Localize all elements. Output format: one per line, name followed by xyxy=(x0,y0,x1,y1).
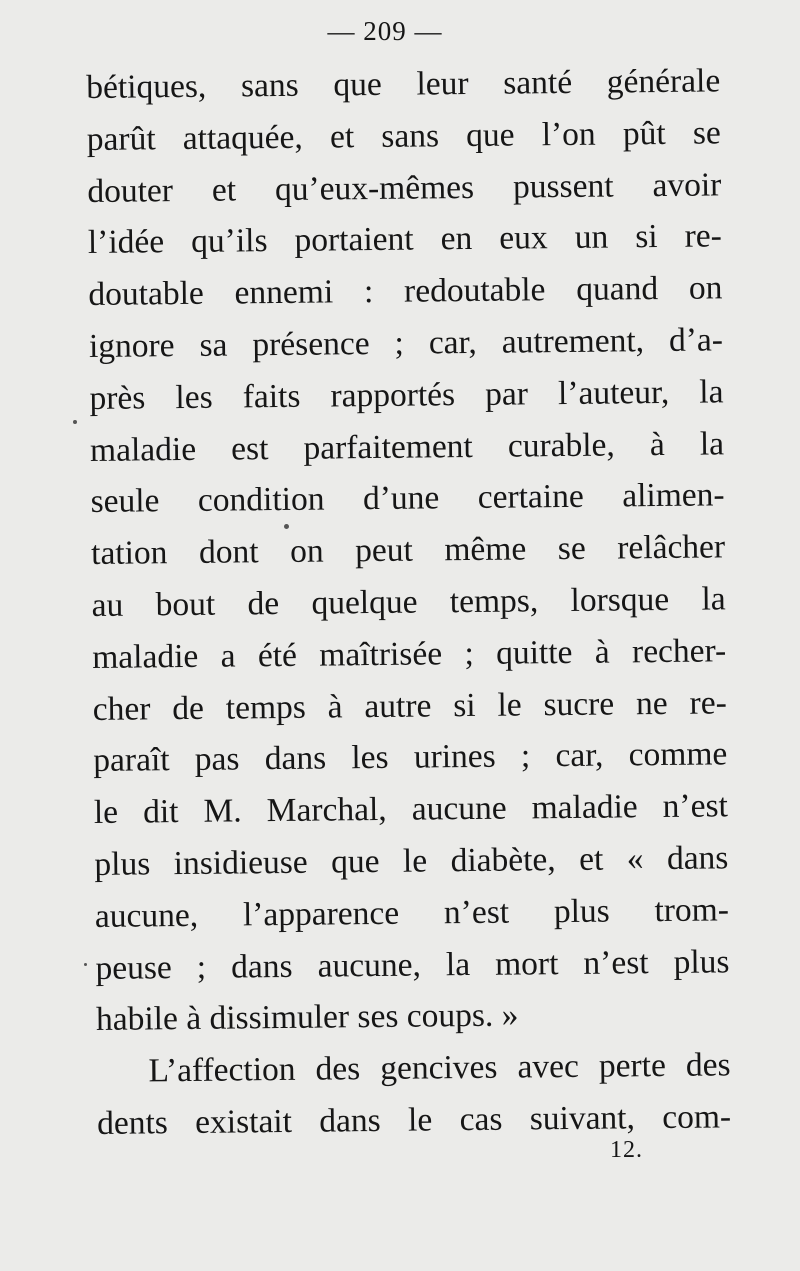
text-line: au bout de quelque temps, lorsque la xyxy=(91,580,726,624)
text-line: plus insidieuse que le diabète, et « dans xyxy=(94,839,729,883)
text-line: aucune, l’apparence n’est plus trom- xyxy=(94,891,730,935)
paragraph-end-line: habile à dissimuler ses coups. » xyxy=(95,996,519,1039)
paragraph-start-line: L’affection des gencives avec perte des xyxy=(148,1046,731,1090)
text-line: maladie a été maîtrisée ; quitte à recher- xyxy=(92,632,727,676)
text-line: seule condition d’une certaine alimen- xyxy=(90,476,725,521)
text-line: dents existait dans le cas suivant, com- xyxy=(96,1098,732,1142)
text-line: le dit M. Marchal, aucune maladie n’est xyxy=(93,787,729,832)
text-line: bétiques, sans que leur santé générale xyxy=(86,62,721,106)
text-line: ignore sa présence ; car, autrement, d’a- xyxy=(88,321,724,365)
paper-speck xyxy=(84,963,87,966)
paper-speck xyxy=(73,420,77,424)
page-number: — 209 — xyxy=(327,16,443,46)
paper-speck xyxy=(284,524,289,529)
text-line: cher de temps à autre si le sucre ne re- xyxy=(92,683,727,728)
text-line: paraît pas dans les urines ; car, comme xyxy=(93,735,728,780)
text-line: maladie est parfaitement curable, à la xyxy=(89,424,725,469)
text-line: parût attaquée, et sans que l’on pût se xyxy=(86,114,721,158)
text-line: peuse ; dans aucune, la mort n’est plus xyxy=(95,942,730,987)
text-line: l’idée qu’ils portaient en eux un si re- xyxy=(87,217,723,262)
body-text xyxy=(86,55,731,1149)
text-line: doutable ennemi : redoutable quand on xyxy=(88,269,723,314)
text-line: tation dont on peut même se relâcher xyxy=(90,528,726,573)
text-line: douter et qu’eux-mêmes pussent avoir xyxy=(87,165,722,210)
signature-mark: 12. xyxy=(610,1137,643,1163)
text-line: près les faits rapportés par l’auteur, la xyxy=(89,373,724,417)
